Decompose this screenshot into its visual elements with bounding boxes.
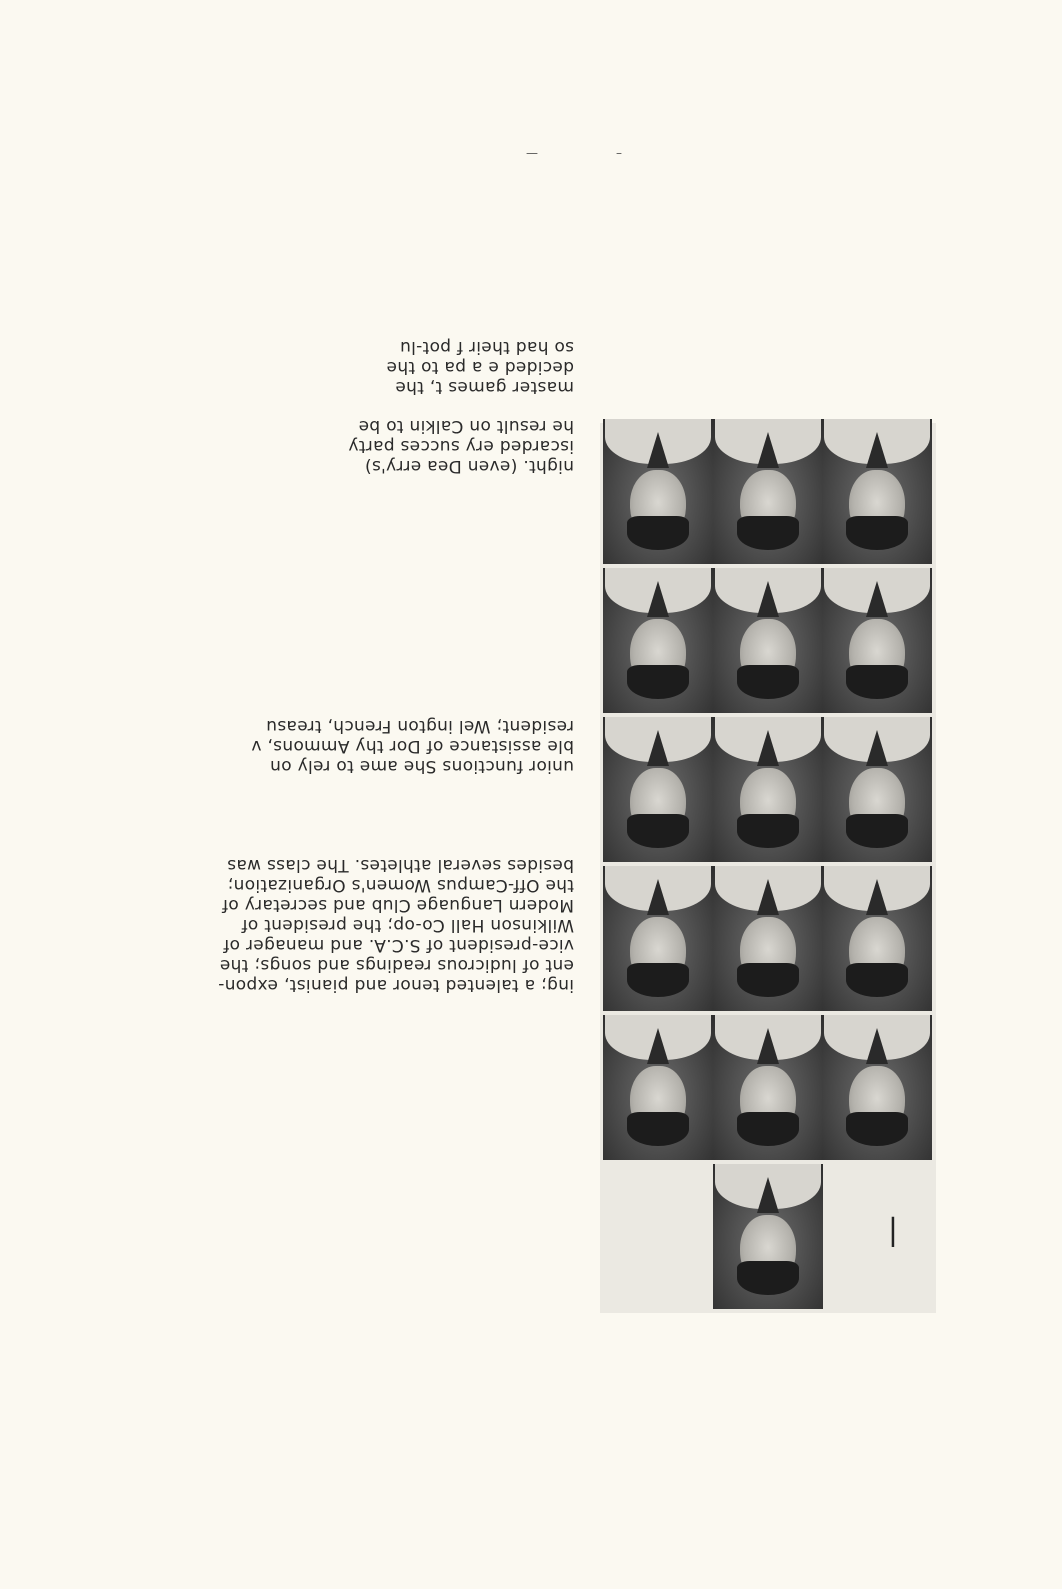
- text-line: master games t, the: [395, 377, 574, 397]
- text-line: vice-president of S.C.A. and manager of: [223, 935, 574, 955]
- portrait-photo: [603, 568, 713, 713]
- paragraph-a: [114, 855, 574, 995]
- text-line: Modern Language Club and secretary of: [221, 895, 574, 915]
- paragraph-c: [184, 416, 574, 476]
- dash-mark-right: —: [526, 147, 538, 161]
- portrait-photo: [822, 419, 932, 564]
- portrait-photo: [603, 1015, 713, 1160]
- portrait-photo: [713, 1164, 823, 1309]
- portrait-photo: [713, 866, 823, 1011]
- text-line: decided e a pa to the: [386, 357, 574, 377]
- portrait-photo: [713, 1015, 823, 1160]
- vertical-rule-mark: |: [887, 1216, 898, 1251]
- portrait-photo: [603, 717, 713, 862]
- dash-mark-left: –: [616, 147, 622, 161]
- text-line: the Off-Campus Women's Organization;: [227, 875, 574, 895]
- text-line: ing; a talented tenor and pianist, expon-: [217, 975, 574, 995]
- text-line: resident; Wel ington French, treasu: [265, 716, 574, 736]
- portrait-photo: [822, 1015, 932, 1160]
- text-line: ble assistance of Dor thy Ammons, v: [251, 736, 574, 756]
- portrait-photo: [822, 866, 932, 1011]
- paragraph-b: [174, 716, 574, 776]
- text-line: he result on Calkin to be: [358, 416, 574, 436]
- text-line: besides several athletes. The class was: [226, 855, 574, 875]
- text-line: ent of ludicrous readings and songs; the: [219, 955, 574, 975]
- text-line: unior functions She ame to rely on: [269, 756, 574, 776]
- text-line: iscarded ery succes party: [348, 436, 574, 456]
- text-line: so had their f pot-lu: [399, 337, 574, 357]
- portrait-photo: [713, 717, 823, 862]
- portrait-photo: [713, 419, 823, 564]
- portrait-photo: [603, 866, 713, 1011]
- portrait-photo: [822, 717, 932, 862]
- portrait-grid: [600, 423, 936, 1313]
- portrait-photo: [713, 568, 823, 713]
- portrait-photo: [822, 568, 932, 713]
- text-line: night. (even Dea erry's): [364, 456, 574, 476]
- text-line: Wilkinson Hall Co-op; the president of: [241, 915, 574, 935]
- paragraph-d: [244, 337, 574, 397]
- portrait-photo: [603, 419, 713, 564]
